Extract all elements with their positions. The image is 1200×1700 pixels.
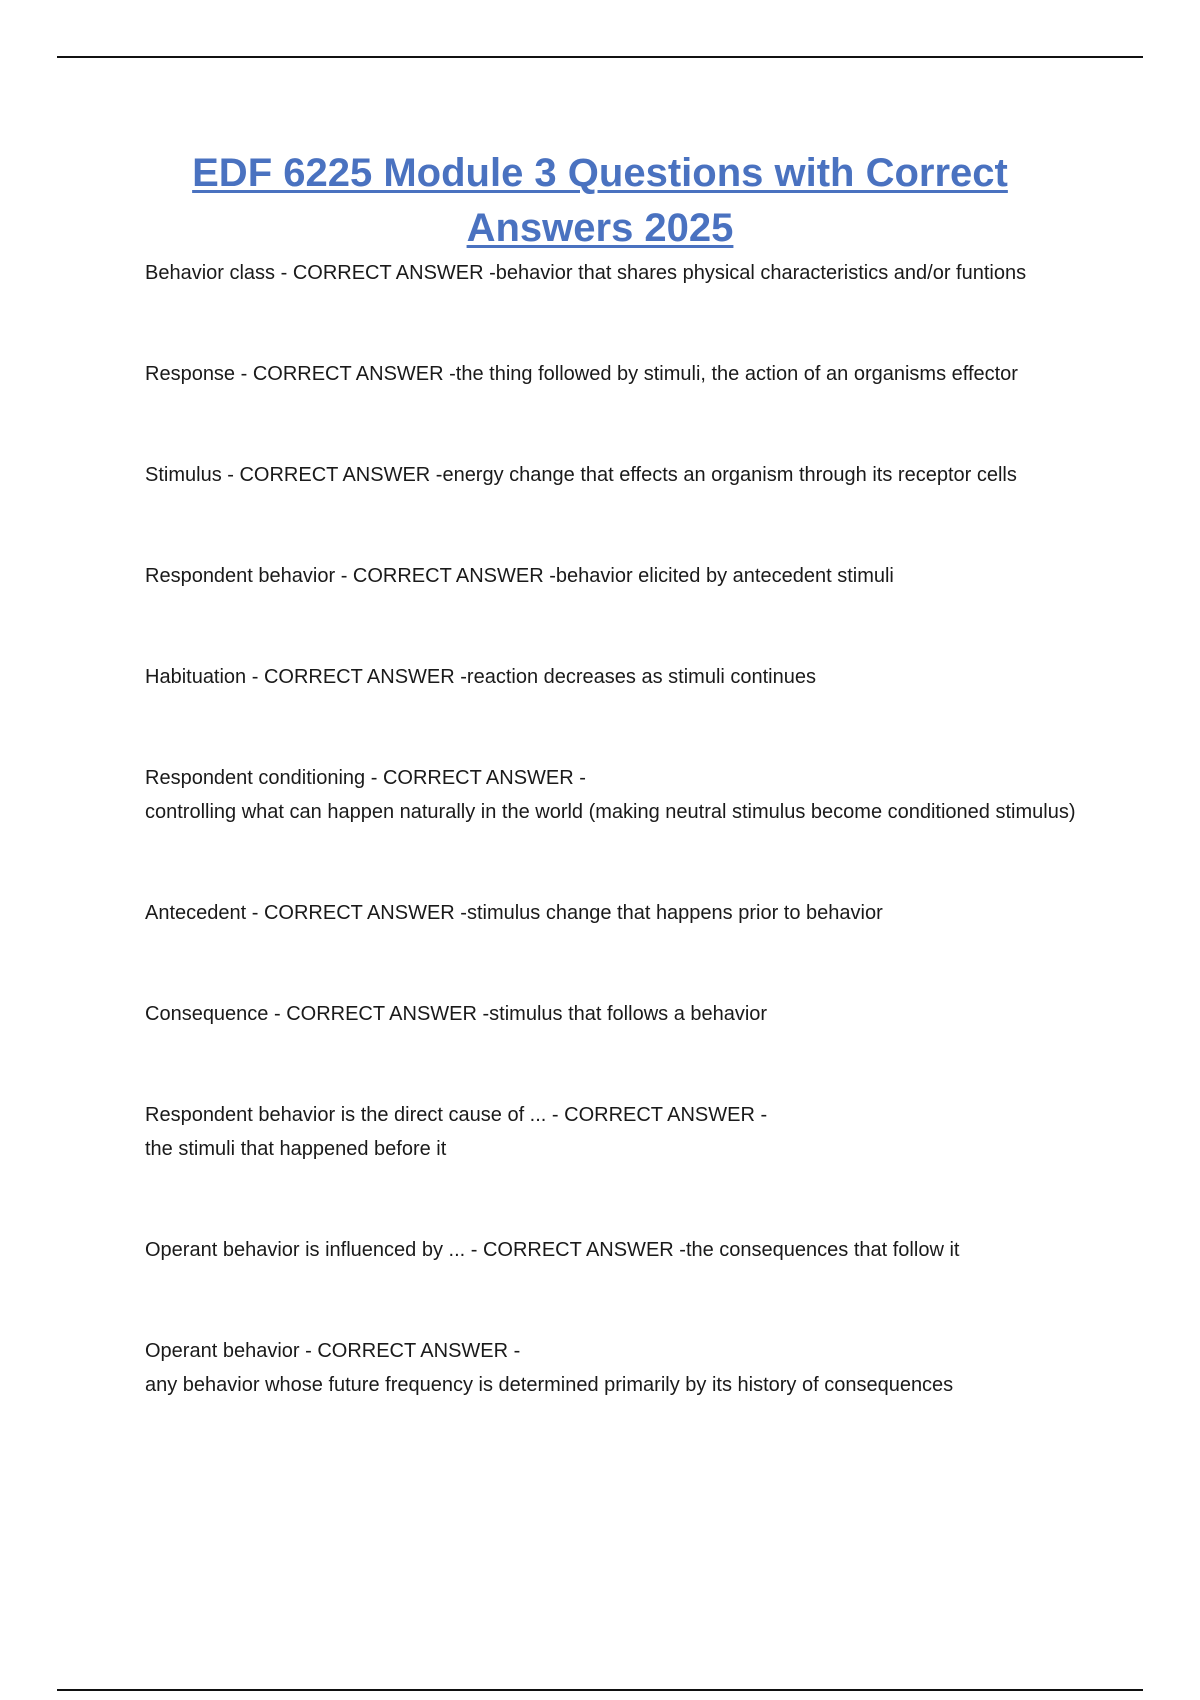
document-title: EDF 6225 Module 3 Questions with Correct Answers 2025 [192, 151, 1008, 250]
qa-entry [145, 1098, 1105, 1166]
qa-answer: the stimuli that happened before it [145, 1138, 447, 1160]
qa-question: Respondent conditioning - CORRECT ANSWER - [145, 767, 586, 789]
bottom-divider [57, 1689, 1143, 1691]
qa-question: Respondent behavior is the direct cause of ... - CORRECT ANSWER - [145, 1104, 768, 1126]
qa-entry: Stimulus - CORRECT ANSWER -energy change that effects an organism through its receptor cells [145, 464, 1017, 486]
qa-entry: Behavior class - CORRECT ANSWER -behavior that shares physical characteristics and/or funtions [145, 262, 1027, 284]
qa-entry: Response - CORRECT ANSWER -the thing followed by stimuli, the action of an organisms effector [145, 363, 1018, 385]
qa-entry: Consequence - CORRECT ANSWER -stimulus that follows a behavior [145, 1003, 768, 1025]
qa-answer: any behavior whose future frequency is determined primarily by its history of consequences [145, 1374, 954, 1396]
qa-entry: Antecedent - CORRECT ANSWER -stimulus change that happens prior to behavior [145, 902, 883, 924]
qa-entry: Operant behavior is influenced by ... - CORRECT ANSWER -the consequences that follow it [145, 1239, 960, 1261]
qa-entry: Habituation - CORRECT ANSWER -reaction decreases as stimuli continues [145, 666, 816, 688]
qa-entry [145, 1334, 1105, 1402]
qa-entry: Respondent behavior - CORRECT ANSWER -behavior elicited by antecedent stimuli [145, 565, 894, 587]
qa-entry [145, 761, 1105, 829]
qa-question: Operant behavior - CORRECT ANSWER - [145, 1340, 521, 1362]
qa-list [145, 256, 1105, 1469]
top-divider [57, 56, 1143, 58]
qa-answer: controlling what can happen naturally in the world (making neutral stimulus become conditioned stimulus) [145, 801, 1076, 823]
